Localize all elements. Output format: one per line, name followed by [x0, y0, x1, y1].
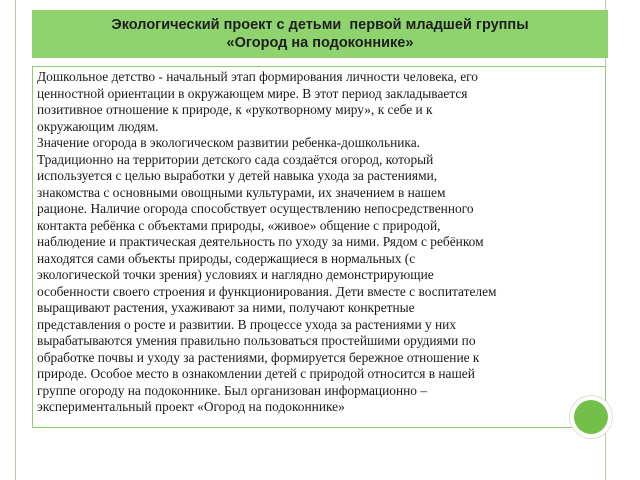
slide-title-band: [32, 10, 608, 58]
main-paragraph: Традиционно на территории детского сада создаётся огород, который используется с целью выработки у детей навыка ухода за растениями, знакомства с основными овощными культурами, их значением в нашем рационе. Наличие огорода способствует осуществлению непосредственного контакта ребёнка с объектами природы, «живое» общение с природой, наблюдение и практическая деятельность по уходу за ними. Рядом с ребёнком находятся сами объекты природы, содержащиеся в нормальных (с экологической точки зрения) условиях и наглядно демонстрирующие особенности своего строения и функционирования. Дети вместе с воспитателем выращивают растения, ухаживают за ними, получают конкретные представления о росте и развитии. В процессе ухода за растениями у них вырабатываются умения правильно пользоваться простейшими орудиями по обработке почвы и уходу за растениями, формируется бережное отношение к природе. Особое место в ознакомлении детей с природой относится в нашей группе огороду на подоконнике. Был организован информационно – экспериментальный проект «Огород на подоконнике»: [37, 151, 497, 414]
slide-frame-left-line: [15, 0, 16, 480]
section-heading-paragraph: Значение огорода в экологическом развитии ребенка-дошкольника.: [37, 135, 420, 150]
intro-paragraph: Дошкольное детство - начальный этап формирования личности человека, его ценностной ориентации в окружающем мире. В этот период закладывается позитивное отношение к природе, к «рукотворному миру», к себе и к окружающим людям.: [37, 69, 479, 134]
slide-title-line-1: Экологический проект с детьми первой младшей группы: [111, 17, 529, 33]
slide-title-line-2: «Огород на подоконнике»: [226, 35, 414, 51]
slide-text-box: [32, 66, 606, 428]
decorative-green-circle: [574, 400, 608, 434]
